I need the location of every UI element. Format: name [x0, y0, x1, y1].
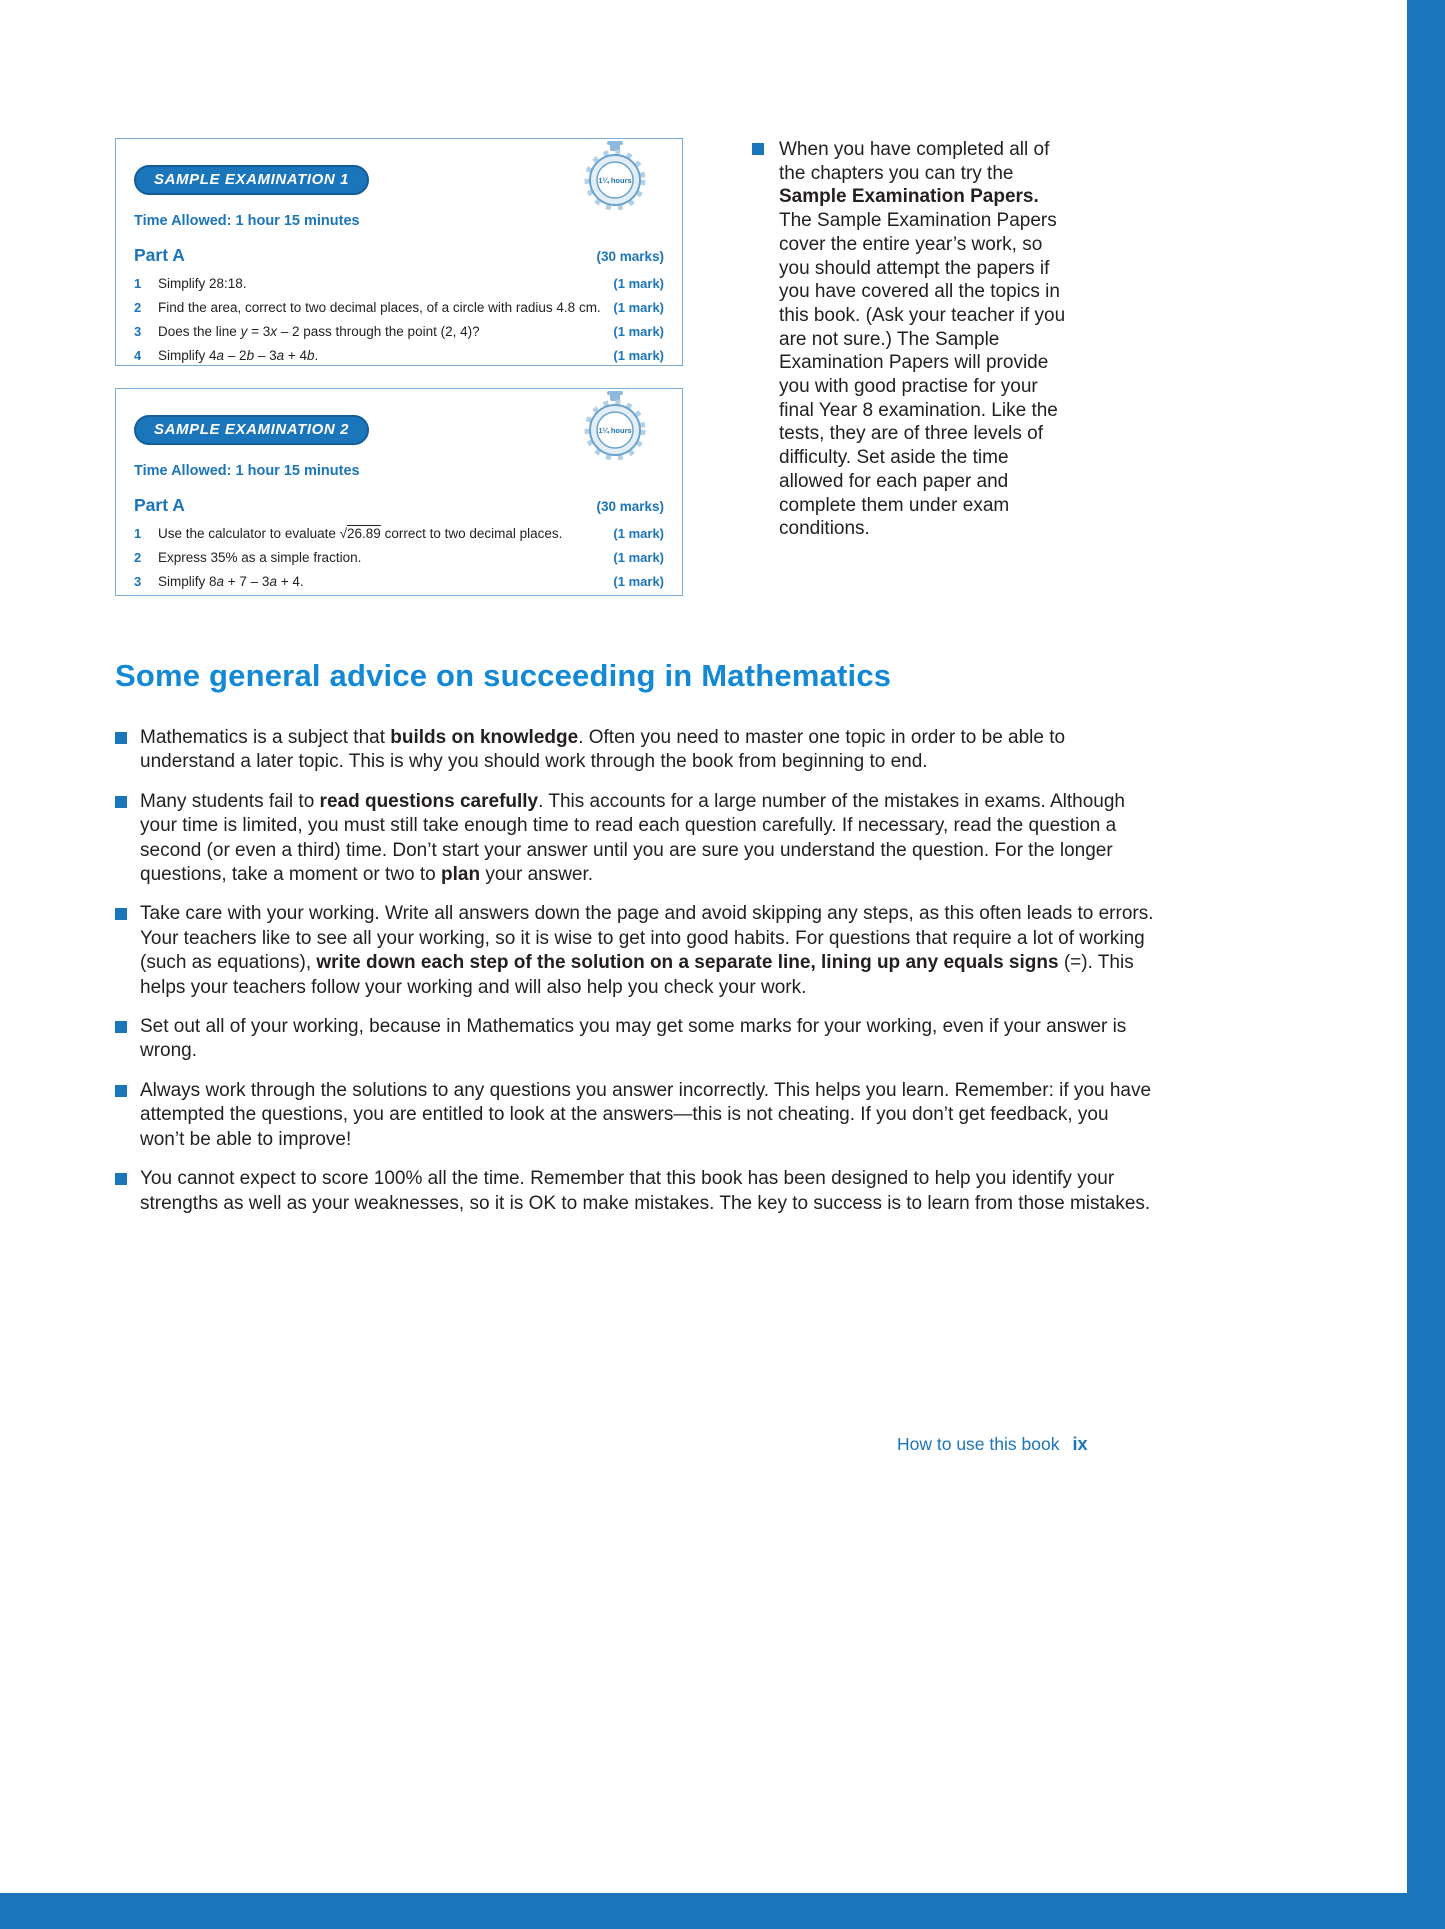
question-number: 2 [134, 300, 142, 315]
advice-bullet [115, 1167, 1157, 1216]
question-text: Simplify 4a – 2b – 3a + 4b. [158, 348, 319, 363]
question-text: Express 35% as a simple fraction. [158, 550, 362, 565]
question-marks: (1 mark) [613, 574, 664, 589]
bullet-square-icon [752, 143, 764, 155]
time-allowed: Time Allowed: 1 hour 15 minutes [134, 213, 360, 229]
exam-badge: SAMPLE EXAMINATION 2 [134, 415, 369, 445]
page-footer [897, 1434, 1087, 1455]
stopwatch-label: 1¼ hours [598, 426, 632, 435]
footer-page-number: ix [1072, 1434, 1088, 1454]
exam-box-header [134, 139, 664, 203]
advice-text: Mathematics is a subject that builds on knowledge. Often you need to master one topic in order to be able to understand a later topic. This is why you should work through the book from beginning to end. [140, 727, 1066, 773]
advice-text: Always work through the solutions to any questions you answer incorrectly. This helps you learn. Remember: if you have attempted the questions, you are entitled to look at the answers—this is not cheating. If you don’t get feedback, you won’t be able to improve! [140, 1079, 1152, 1150]
time-allowed: Time Allowed: 1 hour 15 minutes [134, 463, 360, 479]
question-marks: (1 mark) [613, 324, 664, 339]
footer-chapter-label: How to use this book [897, 1434, 1060, 1454]
question-row [134, 348, 664, 363]
question-text: Does the line y = 3x – 2 pass through the point (2, 4)? [158, 324, 480, 339]
advice-bullet [115, 902, 1157, 1000]
question-number: 2 [134, 550, 142, 565]
sample-examination-box-2 [115, 388, 683, 596]
question-row [134, 574, 664, 589]
bullet-square-icon [115, 1085, 127, 1097]
bullet-square-icon [115, 732, 127, 744]
advice-text: You cannot expect to score 100% all the time. Remember that this book has been designed to help you identify your strengths as well as your weaknesses, so it is OK to make mistakes. The key to success is to learn from those mistakes. [140, 1168, 1151, 1214]
bullet-square-icon [115, 796, 127, 808]
part-row [134, 245, 664, 266]
advice-bullet [115, 790, 1157, 888]
question-marks: (1 mark) [613, 300, 664, 315]
question-text: Find the area, correct to two decimal places, of a circle with radius 4.8 cm. [158, 300, 601, 315]
advice-list [115, 726, 1157, 1231]
intro-note-body [752, 138, 1072, 541]
part-row [134, 495, 664, 516]
bullet-square-icon [115, 1021, 127, 1033]
advice-text: Set out all of your working, because in Mathematics you may get some marks for your working, even if your answer is wrong. [140, 1016, 1127, 1062]
question-row [134, 300, 664, 315]
question-row [134, 550, 664, 565]
part-marks: (30 marks) [596, 249, 664, 264]
question-number: 3 [134, 324, 142, 339]
part-title: Part A [134, 245, 185, 265]
question-marks: (1 mark) [613, 276, 664, 291]
advice-bullet [115, 726, 1157, 775]
exam-box-header [134, 389, 664, 453]
question-row [134, 276, 664, 291]
sample-examination-box-1 [115, 138, 683, 366]
question-list [134, 526, 664, 589]
bullet-square-icon [115, 908, 127, 920]
exam-badge: SAMPLE EXAMINATION 1 [134, 165, 369, 195]
question-list [134, 276, 664, 363]
stopwatch-icon [584, 391, 646, 461]
question-number: 1 [134, 526, 142, 541]
bullet-square-icon [115, 1173, 127, 1185]
question-row [134, 526, 664, 541]
question-text: Simplify 8a + 7 – 3a + 4. [158, 574, 304, 589]
intro-note-text: When you have completed all of the chapters you can try the Sample Examination Papers. The Sample Examination Papers cover the entire year’s work, so you should attempt the papers if you have covered all the topics in this book. (Ask your teacher if you are not sure.) The Sample Examination Papers will provide you with good practise for your final Year 8 examination. Like the tests, they are of three levels of difficulty. Set aside the time allowed for each paper and complete them under exam conditions. [779, 139, 1066, 540]
question-marks: (1 mark) [613, 550, 664, 565]
question-row [134, 324, 664, 339]
question-text: Use the calculator to evaluate √26.89 correct to two decimal places. [158, 526, 563, 541]
page-edge-right [1407, 0, 1445, 1929]
question-text: Simplify 28:18. [158, 276, 247, 291]
question-number: 1 [134, 276, 142, 291]
part-marks: (30 marks) [596, 499, 664, 514]
stopwatch-label: 1¼ hours [598, 176, 632, 185]
question-number: 4 [134, 348, 142, 363]
section-heading: Some general advice on succeeding in Mathematics [115, 658, 892, 693]
advice-text: Many students fail to read questions carefully. This accounts for a large number of the mistakes in exams. Although your time is limited, you must still take enough time to read each question carefully. If necessary, read the question a second (or even a third) time. Don’t start your answer until you are sure you understand the question. For the longer questions, take a moment or two to plan your answer. [140, 790, 1125, 886]
stopwatch-icon [584, 141, 646, 211]
page-edge-bottom [0, 1893, 1445, 1929]
question-marks: (1 mark) [613, 526, 664, 541]
question-marks: (1 mark) [613, 348, 664, 363]
advice-text: Take care with your working. Write all answers down the page and avoid skipping any steps, as this often leads to errors. Your teachers like to see all your working, so it is wise to get into good habits. For questions that require a lot of working (such as equations), write down each step of the solution on a separate line, lining up any equals signs (=). This helps your teachers follow your working and will also help you check your work. [140, 903, 1154, 998]
advice-bullet [115, 1015, 1157, 1064]
advice-bullet [115, 1079, 1157, 1152]
intro-note [752, 138, 1072, 541]
part-title: Part A [134, 495, 185, 515]
question-number: 3 [134, 574, 142, 589]
